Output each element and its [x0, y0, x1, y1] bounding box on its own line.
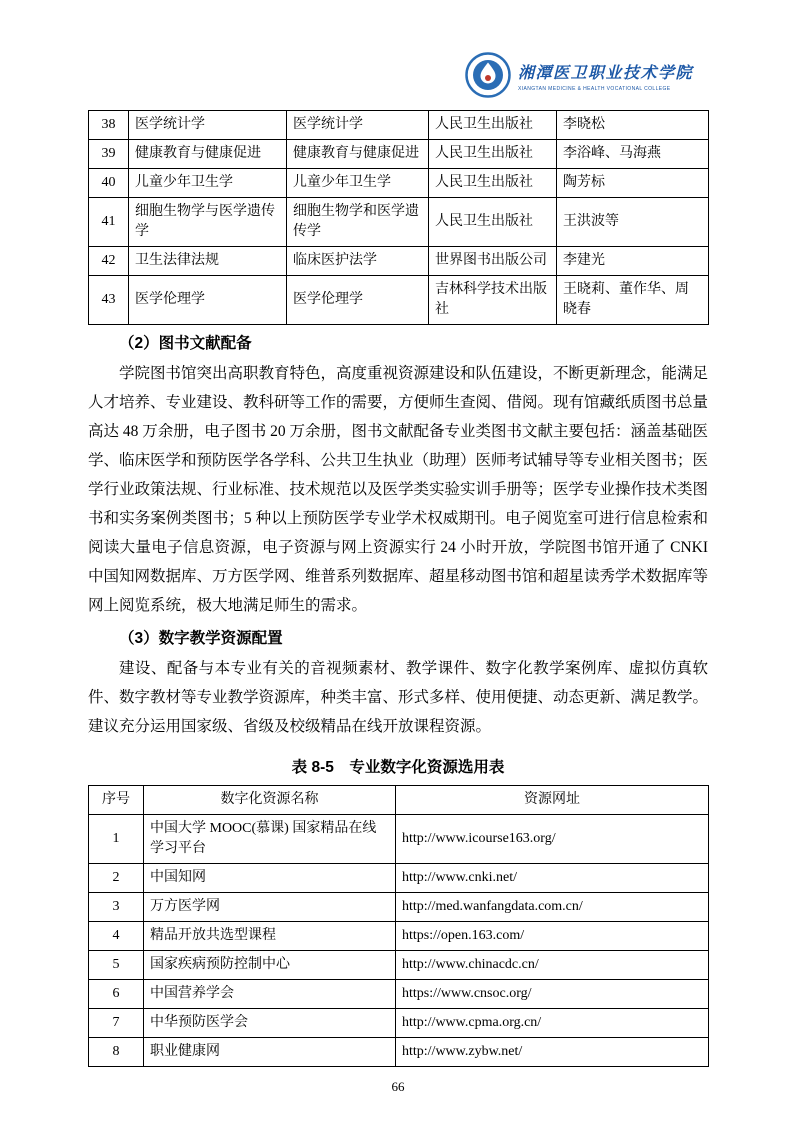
cell-course: 医学统计学 — [129, 111, 287, 140]
cell-resource-url: https://open.163.com/ — [396, 922, 709, 951]
paragraph-library: 学院图书馆突出高职教育特色，高度重视资源建设和队伍建设，不断更新理念，能满足人才培养、专业建设、教科研等工作的需要，方便师生查阅、借阅。现有馆藏纸质图书总量高达 48 万余册，电子图书 20 万余册，图书文献配备专业类图书文献主要包括：涵盖基础医学、临床医学和预防医学各学科、公共卫生执业（助理）医师考试辅导等专业相关图书；医学行业政策法规、行业标准、技术规范以及医学类实验实训手册等；医学专业操作技术类图书和实务案例类图书；5 种以上预防医学专业学术权威期刊。电子阅览室可进行信息检索和阅读大量电子信息资源，电子资源与网上资源实行 24 小时开放，学院图书馆开通了 CNKI 中国知网数据库、万方医学网、维普系列数据库、超星移动图书馆和超星读秀学术数据库等网上阅览系统，极大地满足师生的需求。 — [88, 365, 709, 614]
cell-resource-name: 职业健康网 — [144, 1038, 396, 1067]
cell-resource-name: 中国大学 MOOC(慕课) 国家精品在线学习平台 — [144, 815, 396, 864]
cell-author: 陶芳标 — [557, 169, 709, 198]
cell-no: 43 — [89, 276, 129, 325]
cell-no: 38 — [89, 111, 129, 140]
textbook-table — [88, 110, 709, 325]
cell-author: 李建光 — [557, 247, 709, 276]
cell-resource-url: http://www.cnki.net/ — [396, 864, 709, 893]
cell-textbook: 医学伦理学 — [287, 276, 429, 325]
cell-course: 医学伦理学 — [129, 276, 287, 325]
cell-publisher: 人民卫生出版社 — [429, 140, 557, 169]
document-content — [88, 110, 708, 1095]
cell-resource-url: http://www.cpma.org.cn/ — [396, 1009, 709, 1038]
table-row — [89, 140, 709, 169]
page-number: 66 — [391, 1079, 405, 1094]
cell-no: 7 — [89, 1009, 144, 1038]
table-row — [89, 111, 709, 140]
table-header-row — [89, 786, 709, 815]
cell-author: 王晓莉、董作华、周晓春 — [557, 276, 709, 325]
resource-table-caption: 表 8-5 专业数字化资源选用表 — [291, 759, 505, 776]
header-resource-url: 资源网址 — [396, 786, 709, 815]
cell-resource-name: 精品开放共选型课程 — [144, 922, 396, 951]
cell-publisher: 人民卫生出版社 — [429, 169, 557, 198]
section-heading-library: （2）图书文献配备 — [119, 335, 252, 352]
cell-textbook: 儿童少年卫生学 — [287, 169, 429, 198]
college-name-en: XIANGTAN MEDICINE & HEALTH VOCATIONAL COLLEGE — [517, 85, 671, 92]
cell-resource-name: 中华预防医学会 — [144, 1009, 396, 1038]
table-row — [89, 815, 709, 864]
cell-no: 6 — [89, 980, 144, 1009]
cell-no: 2 — [89, 864, 144, 893]
table-row — [89, 1038, 709, 1067]
cell-no: 3 — [89, 893, 144, 922]
table-row — [89, 951, 709, 980]
cell-publisher: 人民卫生出版社 — [429, 111, 557, 140]
paragraph-digital-resources: 建设、配备与本专业有关的音视频素材、教学课件、数字化教学案例库、虚拟仿真软件、数字教材等专业教学资源库，种类丰富、形式多样、使用便捷、动态更新、满足教学。建议充分运用国家级、省级及校级精品在线开放课程资源。 — [88, 660, 709, 735]
table-row — [89, 864, 709, 893]
cell-no: 40 — [89, 169, 129, 198]
cell-resource-url: http://www.chinacdc.cn/ — [396, 951, 709, 980]
header-serial-number: 序号 — [89, 786, 144, 815]
cell-no: 8 — [89, 1038, 144, 1067]
cell-resource-url: http://www.zybw.net/ — [396, 1038, 709, 1067]
cell-resource-name: 中国营养学会 — [144, 980, 396, 1009]
college-emblem-icon — [465, 52, 511, 103]
cell-author: 王洪波等 — [557, 198, 709, 247]
cell-publisher: 人民卫生出版社 — [429, 198, 557, 247]
cell-no: 42 — [89, 247, 129, 276]
cell-resource-url: https://www.cnsoc.org/ — [396, 980, 709, 1009]
cell-textbook: 临床医护法学 — [287, 247, 429, 276]
college-name-block — [518, 64, 693, 92]
cell-publisher: 吉林科学技术出版社 — [429, 276, 557, 325]
cell-no: 41 — [89, 198, 129, 247]
table-row — [89, 1009, 709, 1038]
cell-course: 卫生法律法规 — [129, 247, 287, 276]
cell-course: 儿童少年卫生学 — [129, 169, 287, 198]
table-row — [89, 247, 709, 276]
cell-no: 1 — [89, 815, 144, 864]
cell-resource-name: 万方医学网 — [144, 893, 396, 922]
cell-course: 健康教育与健康促进 — [129, 140, 287, 169]
header-resource-name: 数字化资源名称 — [144, 786, 396, 815]
cell-publisher: 世界图书出版公司 — [429, 247, 557, 276]
cell-resource-url: http://www.icourse163.org/ — [396, 815, 709, 864]
cell-textbook: 细胞生物学和医学遗传学 — [287, 198, 429, 247]
table-row — [89, 276, 709, 325]
table-row — [89, 980, 709, 1009]
table-row — [89, 893, 709, 922]
cell-author: 李晓松 — [557, 111, 709, 140]
cell-resource-name: 中国知网 — [144, 864, 396, 893]
resource-table — [88, 785, 709, 1067]
table-row — [89, 169, 709, 198]
section-heading-digital-resources: （3）数字教学资源配置 — [119, 630, 283, 647]
college-logo — [465, 52, 693, 103]
cell-no: 4 — [89, 922, 144, 951]
cell-resource-url: http://med.wanfangdata.com.cn/ — [396, 893, 709, 922]
cell-author: 李浴峰、马海燕 — [557, 140, 709, 169]
cell-resource-name: 国家疾病预防控制中心 — [144, 951, 396, 980]
table-row — [89, 198, 709, 247]
table-row — [89, 922, 709, 951]
college-name-cn: 湘潭医卫职业技术学院 — [517, 64, 693, 82]
cell-textbook: 健康教育与健康促进 — [287, 140, 429, 169]
cell-course: 细胞生物学与医学遗传学 — [129, 198, 287, 247]
cell-no: 5 — [89, 951, 144, 980]
cell-textbook: 医学统计学 — [287, 111, 429, 140]
cell-no: 39 — [89, 140, 129, 169]
